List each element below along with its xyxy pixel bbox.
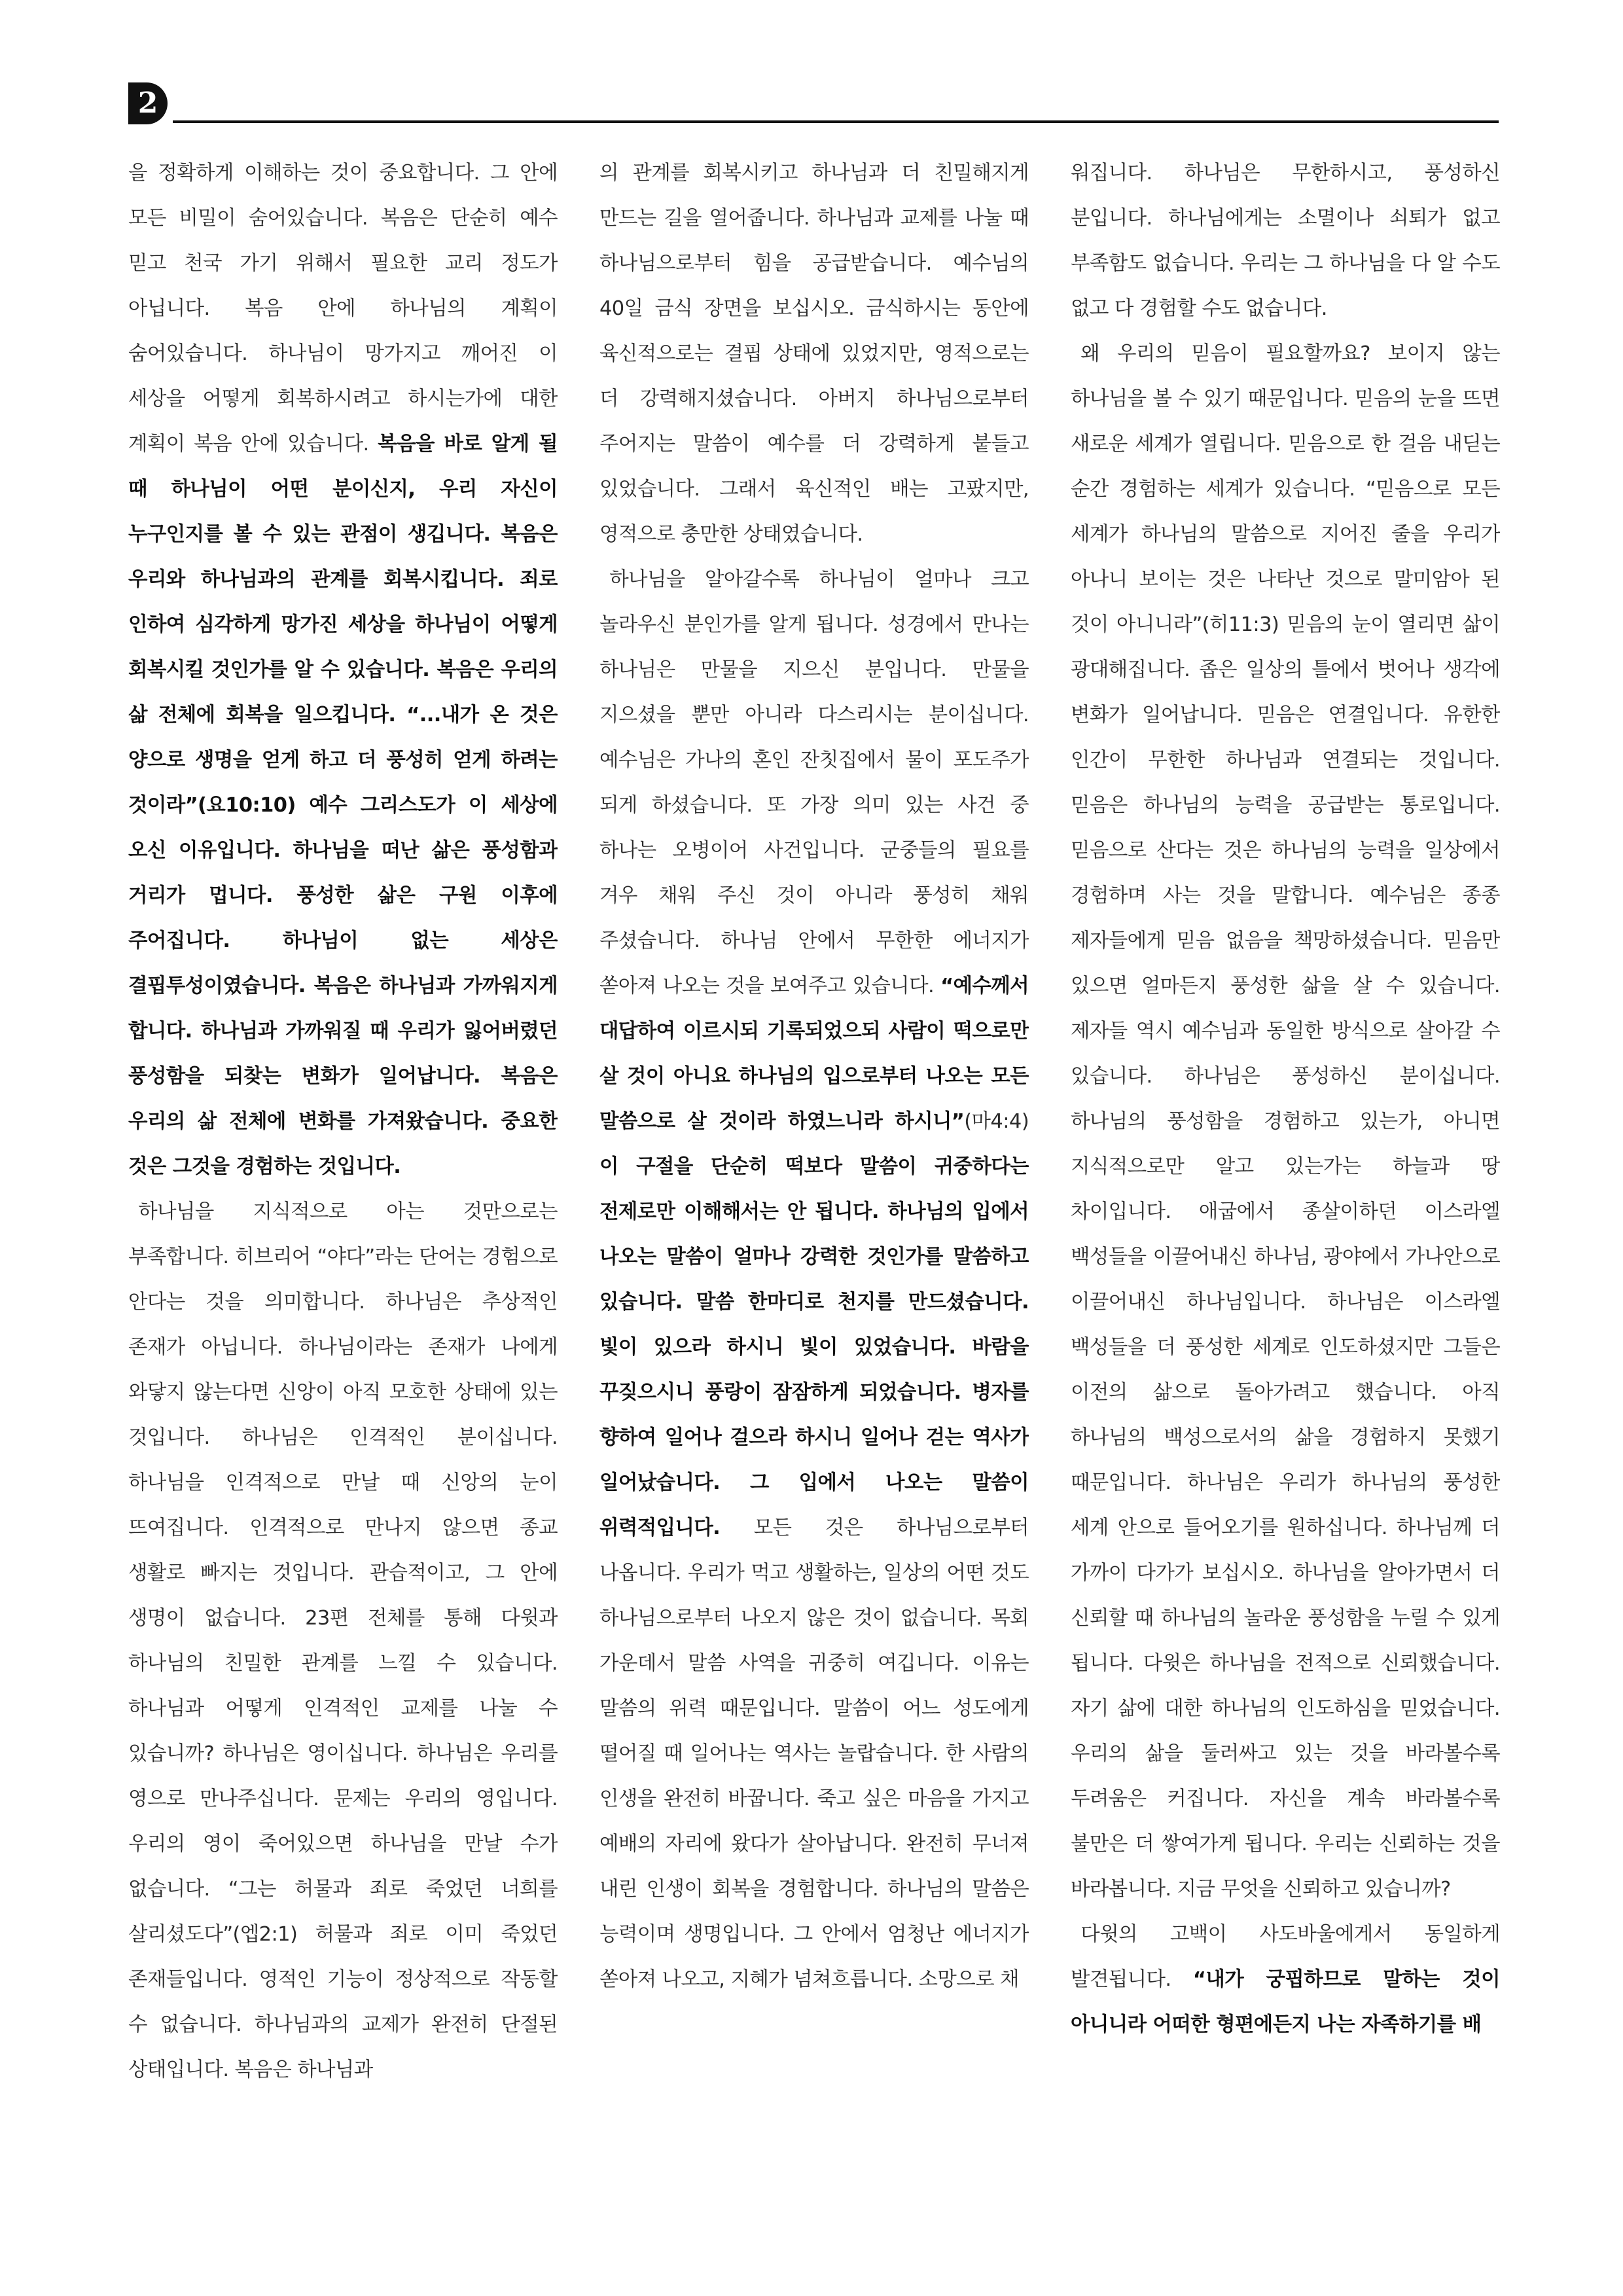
body-text: 을 정확하게 이해하는 것이 중요합니다. 그 안에 모든 비밀이 숨어있습니다. 복음은 단순히 예수 믿고 천국 가기 위해서 필요한 교리 정도가 아닙니다. 복음 안에 하나님의 계획이 숨어있습니다. 하나님이 망가지고 깨어진 이 세상을 어떻게 회복하시려고 하시는가에 대한 계획이 복음 안에 있습니다. [128,162,558,456]
body-text: 모든 것은 하나님으로부터 나옵니다. 우리가 먹고 생활하는, 일상의 어떤 것도 하나님으로부터 나오지 않은 것이 없습니다. 목회 가운데서 말씀 사역을 귀중히 여깁니다. 이유는 말씀의 위력 때문입니다. 말씀이 어느 성도에게 떨어질 때 일어나는 역사는 놀랍습니다. 한 사람의 인생을 완전히 바꿉니다. 죽고 싶은 마음을 가지고 예배의 자리에 왔다가 살아납니다. 완전히 무너져 내린 인생이 회복을 경험합니다. 하나님의 말씀은 능력이며 생명입니다. 그 안에서 엄청난 에너지가 쏟아져 나오고, 지혜가 넘쳐흐릅니다. 소망으로 채 [599,1516,1029,1991]
body-text: 하나님을 지식적으로 아는 것만으로는 부족합니다. 히브리어 “야다”라는 단어는 경험으로 안다는 것을 의미합니다. 하나님은 추상적인 존재가 아닙니다. 하나님이라는 존재가 나에게 와닿지 않는다면 신앙이 아직 모호한 상태에 있는 것입니다. 하나님은 인격적인 분이십니다. 하나님을 인격적으로 만날 때 신앙의 눈이 뜨여집니다. 인격적으로 만나지 않으면 종교 생활로 빠지는 것입니다. 관습적이고, 그 안에 생명이 없습니다. 23편 전체를 통해 다윗과 하나님의 친밀한 관계를 느낄 수 있습니다. 하나님과 어떻게 인격적인 교제를 나눌 수 있습니까? 하나님은 영이십니다. 하나님은 우리를 영으로 만나주십니다. 문제는 우리의 영입니다. 우리의 영이 죽어있으면 하나님을 만날 수가 없습니다. “그는 허물과 죄로 죽었던 너희를 살리셨도다”(엡2:1) 허물과 죄로 이미 죽었던 존재들입니다. 영적인 기능이 정상적으로 작동할 수 없습니다. 하나님과의 교제가 완전히 단절된 상태입니다. 복음은 하나님과 [128,1200,558,2081]
paragraph [1071,1912,1500,2047]
body-text: 다윗의 고백이 사도바울에게서 동일하게 발견됩니다. [1071,1923,1500,1991]
text-column-1 [128,151,558,2225]
paragraph [599,151,1029,557]
body-text: (마4:4) [964,1110,1029,1133]
emphasized-text: “내가 궁핍하므로 말하는 것이 아니니라 어떠한 형편에든지 나는 자족하기를 배 [1071,1968,1500,2036]
header-rule [173,120,1499,123]
paragraph [128,1189,558,2092]
paragraph [1071,151,1500,331]
body-text: 워집니다. 하나님은 무한하시고, 풍성하신 분입니다. 하나님에게는 소멸이나 쇠퇴가 없고 부족함도 없습니다. 우리는 그 하나님을 다 알 수도 없고 다 경험할 수도 없습니다. [1071,162,1500,320]
paragraph [128,151,558,1189]
emphasized-text: 복음을 바로 알게 될 때 하나님이 어떤 분이신지, 우리 자신이 누구인지를 볼 수 있는 관점이 생깁니다. 복음은 우리와 하나님과의 관계를 회복시킵니다. 죄로 인하여 심각하게 망가진 세상을 하나님이 어떻게 회복시킬 것인가를 알 수 있습니다. 복음은 우리의 삶 전체에 회복을 일으킵니다. “...내가 온 것은 양으로 생명을 얻게 하고 더 풍성히 얻게 하려는 것이라”(요10:10) 예수 그리스도가 이 세상에 오신 이유입니다. 하나님을 떠난 삶은 풍성함과 거리가 멉니다. 풍성한 삶은 구원 이후에 주어집니다. 하나님이 없는 세상은 결핍투성이였습니다. 복음은 하나님과 가까워지게 합니다. 하나님과 가까워질 때 우리가 잃어버렸던 풍성함을 되찾는 변화가 일어납니다. 복음은 우리의 삶 전체에 변화를 가져왔습니다. 중요한 것은 그것을 경험하는 것입니다. [128,433,558,1178]
emphasized-text: 이 구절을 단순히 떡보다 말씀이 귀중하다는 전제로만 이해해서는 안 됩니다. 하나님의 입에서 나오는 말씀이 얼마나 강력한 것인가를 말씀하고 있습니다. 말씀 한마디로 천지를 만드셨습니다. 빛이 있으라 하시니 빛이 있었습니다. 바람을 꾸짖으시니 풍랑이 잠잠하게 되었습니다. 병자를 향하여 일어나 걸으라 하시니 일어나 걷는 역사가 일어났습니다. 그 입에서 나오는 말씀이 위력적입니다. [599,1155,1029,1539]
body-text: 왜 우리의 믿음이 필요할까요? 보이지 않는 하나님을 볼 수 있기 때문입니다. 믿음의 눈을 뜨면 새로운 세계가 열립니다. 믿음으로 한 걸음 내딛는 순간 경험하는 세계가 있습니다. “믿음으로 모든 세계가 하나님의 말씀으로 지어진 줄을 우리가 아나니 보이는 것은 나타난 것으로 말미암아 된 것이 아니니라”(히11:3) 믿음의 눈이 열리면 삶이 광대해집니다. 좁은 일상의 틀에서 벗어나 생각에 변화가 일어납니다. 믿음은 연결입니다. 유한한 인간이 무한한 하나님과 연결되는 것입니다. 믿음은 하나님의 능력을 공급받는 통로입니다. 믿음으로 산다는 것은 하나님의 능력을 일상에서 경험하며 사는 것을 말합니다. 예수님은 종종 제자들에게 믿음 없음을 책망하셨습니다. 믿음만 있으면 얼마든지 풍성한 삶을 살 수 있습니다. 제자들 역시 예수님과 동일한 방식으로 살아갈 수 있습니다. 하나님은 풍성하신 분이십니다. 하나님의 풍성함을 경험하고 있는가, 아니면 지식적으로만 알고 있는가는 하늘과 땅 차이입니다. 애굽에서 종살이하던 이스라엘 백성들을 이끌어내신 하나님, 광야에서 가나안으로 이끌어내신 하나님입니다. 하나님은 이스라엘 백성들을 더 풍성한 세계로 인도하셨지만 그들은 이전의 삶으로 돌아가려고 했습니다. 아직 하나님의 백성으로서의 삶을 경험하지 못했기 때문입니다. 하나님은 우리가 하나님의 풍성한 세계 안으로 들어오기를 원하십니다. 하나님께 더 가까이 다가가 보십시오. 하나님을 알아가면서 더 신뢰할 때 하나님의 놀라운 풍성함을 누릴 수 있게 됩니다. 다윗은 하나님을 전적으로 신뢰했습니다. 자기 삶에 대한 하나님의 인도하심을 믿었습니다. 우리의 삶을 둘러싸고 있는 것을 바라볼수록 두려움은 커집니다. 자신을 계속 바라볼수록 불만은 더 쌓여가게 됩니다. 우리는 신뢰하는 것을 바라봅니다. 지금 무엇을 신뢰하고 있습니까? [1071,342,1500,1901]
paragraph [1071,331,1500,1912]
paragraph [599,557,1029,2002]
page-number-badge: 2 [128,82,168,124]
body-text: 하나님을 알아갈수록 하나님이 얼마나 크고 놀라우신 분인가를 알게 됩니다. 성경에서 만나는 하나님은 만물을 지으신 분입니다. 만물을 지으셨을 뿐만 아니라 다스리시는 분이십니다. 예수님은 가나의 혼인 잔칫집에서 물이 포도주가 되게 하셨습니다. 또 가장 의미 있는 사건 중 하나는 오병이어 사건입니다. 군중들의 필요를 겨우 채워 주신 것이 아니라 풍성히 채워 주셨습니다. 하나님 안에서 무한한 에너지가 쏟아져 나오는 것을 보여주고 있습니다. [599,568,1029,997]
text-column-2 [599,151,1029,2225]
emphasized-text: “예수께서 대답하여 이르시되 기록되었으되 사람이 떡으로만 살 것이 아니요 하나님의 입으로부터 나오는 모든 말씀으로 살 것이라 하였느니라 하시니” [599,975,1029,1133]
body-text: 의 관계를 회복시키고 하나님과 더 친밀해지게 만드는 길을 열어줍니다. 하나님과 교제를 나눌 때 하나님으로부터 힘을 공급받습니다. 예수님의 40일 금식 장면을 보십시오. 금식하시는 동안에 육신적으로는 결핍 상태에 있었지만, 영적으로는 더 강력해지셨습니다. 아버지 하나님으로부터 주어지는 말씀이 예수를 더 강력하게 붙들고 있었습니다. 그래서 육신적인 배는 고팠지만, 영적으로 충만한 상태였습니다. [599,162,1029,546]
text-column-3 [1071,151,1500,2225]
page-header [128,82,1499,124]
